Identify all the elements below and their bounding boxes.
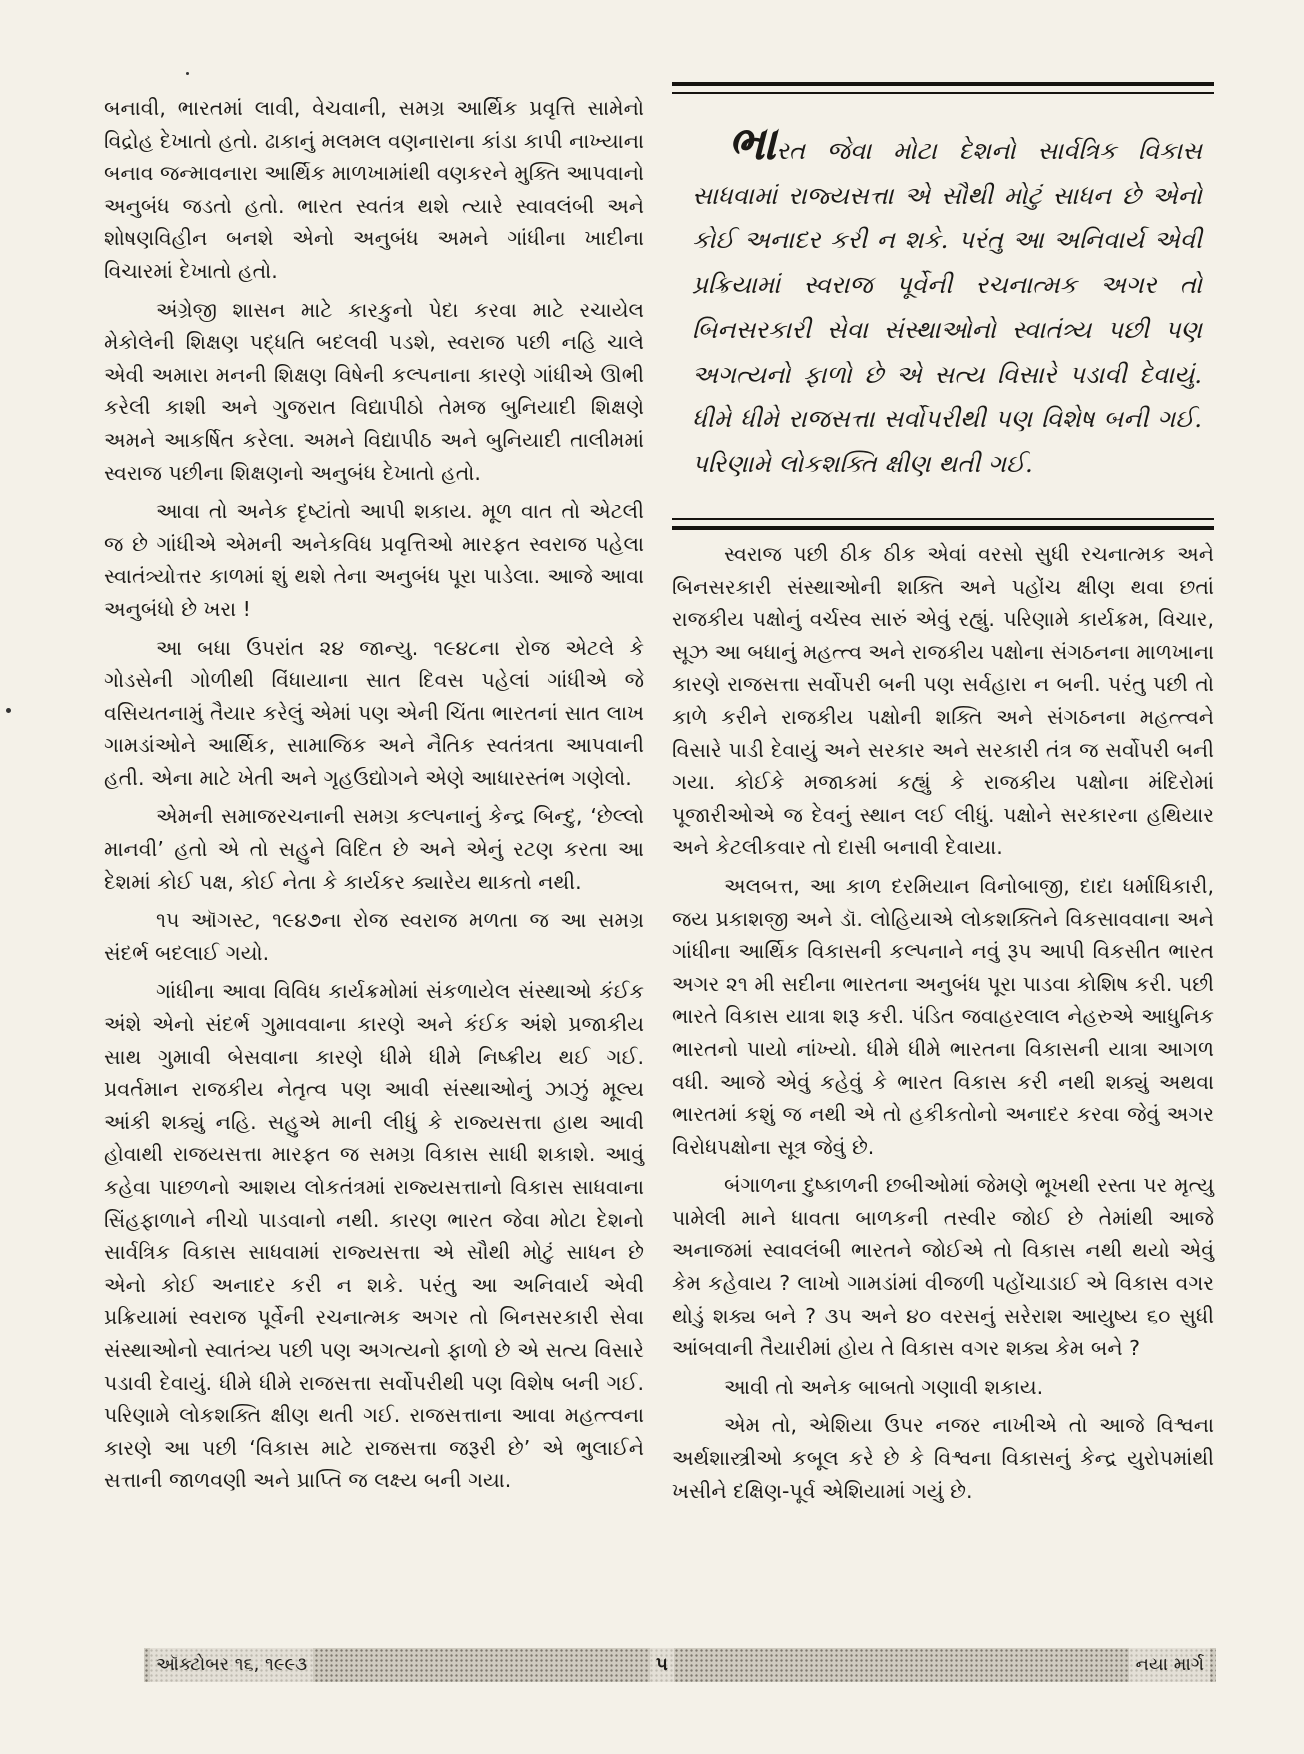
pull-quote-rule-bottom-thin [672,518,1214,520]
pull-quote-box [672,82,1214,534]
paragraph: અંગ્રેજી શાસન માટે કારકુનો પેદા કરવા માટે રચાયેલ મેકોલેની શિક્ષણ પદ્ધતિ બદલવી પડશે, સ્વરાજ પછી નહિ ચાલે એવી અમારા મનની શિક્ષણ વિષેની કલ્પનાના કારણે ગાંધીએ ઊભી કરેલી કાશી અને ગુજરાત વિદ્યાપીઠો તેમજ બુનિયાદી શિક્ષણે અમને આકર્ષિત કરેલા. અમને વિદ્યાપીઠ અને બુનિયાદી તાલીમમાં સ્વરાજ પછીના શિક્ષણનો અનુબંધ દેખાતો હતો. [104,297,644,485]
page-footer [144,1648,1216,1682]
paragraph: આ બધા ઉપરાંત ૨૪ જાન્યુ. ૧૯૪૮ના રોજ એટલે કે ગોડસેની ગોળીથી વિંધાયાના સાત દિવસ પહેલાં ગાંધીએ જે વસિયતનામું તૈયાર કરેલું એમાં પણ એની ચિંતા ભારતનાં સાત લાખ ગામડાંઓને આર્થિક, સામાજિક અને નૈતિક સ્વતંત્રતા આપવાની હતી. એના માટે ખેતી અને ગૃહઉદ્યોગને એણે આધારસ્તંભ ગણેલો. [104,635,644,790]
pull-quote-rule-bottom [672,526,1214,530]
magazine-name: નયા માર્ગ [1129,1648,1210,1682]
paragraph: સ્વરાજ પછી ઠીક ઠીક એવાં વરસો સુધી રચનાત્મક અને બિનસરકારી સંસ્થાઓની શક્તિ અને પહોંચ ક્ષીણ થવા છતાં રાજકીય પક્ષોનું વર્ચસ્વ સારું એવું રહ્યું. પરિણામે કાર્યક્રમ, વિચાર, સૂઝ આ બધાનું મહત્ત્વ અને રાજકીય પક્ષોના સંગઠનના માળખાના કારણે રાજસત્તા સર્વોપરી બની પણ સર્વહારા ન બની. પરંતુ પછી તો કાળે કરીને રાજકીય પક્ષોની શક્તિ અને સંગઠનના મહત્ત્વને વિસારે પાડી દેવાયું અને સરકાર અને સરકારી તંત્ર જ સર્વોપરી બની ગયા. કોઈકે મજાકમાં કહ્યું કે રાજકીય પક્ષોના મંદિરોમાં પૂજારીઓએ જ દેવનું સ્થાન લઈ લીધું. પક્ષોને સરકારના હથિયાર અને કેટલીકવાર તો દાસી બનાવી દેવાયા. [672,542,1214,860]
paragraph: ૧૫ ઑગસ્ટ, ૧૯૪૭ના રોજ સ્વરાજ મળતા જ આ સમગ્ર સંદર્ભ બદલાઈ ગયો. [104,908,644,965]
paragraph: બંગાળના દુષ્કાળની છબીઓમાં જેમણે ભૂખથી રસ્તા પર મૃત્યુ પામેલી માને ધાવતા બાળકની તસ્વીર જોઈ છે તેમાંથી આજે અનાજમાં સ્વાવલંબી ભારતને જોઈએ તો વિકાસ નથી થયો એવું કેમ કહેવાય ? લાખો ગામડાંમાં વીજળી પહોંચાડાઈ એ વિકાસ વગર થોડું શક્ય બને ? ૩૫ અને ૪૦ વરસનું સરેરાશ આયુષ્ય ૬૦ સુધી આંબવાની તૈયારીમાં હોય તે વિકાસ વગર શક્ય કેમ બને ? [672,1173,1214,1361]
paragraph: આવા તો અનેક દૃષ્ટાંતો આપી શકાય. મૂળ વાત તો એટલી જ છે ગાંધીએ એમની અનેકવિધ પ્રવૃત્તિઓ મારફત સ્વરાજ પહેલા સ્વાતંત્ર્યોત્તર કાળમાં શું થશે તેના અનુબંધ પૂરા પાડેલા. આજે આવા અનુબંધો છે ખરા ! [104,499,644,621]
paragraph: બનાવી, ભારતમાં લાવી, વેચવાની, સમગ્ર આર્થિક પ્રવૃત્તિ સામેનો વિદ્રોહ દેખાતો હતો. ઢાકાનું મલમલ વણનારાના કાંડા કાપી નાખ્યાના બનાવ જન્માવનારા આર્થિક માળખામાંથી વણકરને મુક્તિ આપવાનો અનુબંધ જડતો હતો. ભારત સ્વતંત્ર થશે ત્યારે સ્વાવલંબી અને શોષણવિહીન બનશે એનો અનુબંધ અમને ગાંધીના ખાદીના વિચારમાં દેખાતો હતો. [104,96,644,283]
paragraph: ગાંધીના આવા વિવિધ કાર્યક્રમોમાં સંકળાયેલ સંસ્થાઓ કંઈક અંશે એનો સંદર્ભ ગુમાવવાના કારણે અને કંઈક અંશે પ્રજાકીય સાથ ગુમાવી બેસવાના કારણે ધીમે ધીમે નિષ્ક્રીય થઈ ગઈ. પ્રવર્તમાન રાજકીય નેતૃત્વ પણ આવી સંસ્થાઓનું ઝાઝું મૂલ્ય આંકી શક્યું નહિ. સહુએ માની લીધું કે રાજ્યસત્તા હાથ આવી હોવાથી રાજયસત્તા મારફત જ સમગ્ર વિકાસ સાધી શકાશે. આવું કહેવા પાછળનો આશય લોકતંત્રમાં રાજ્યસત્તાનો વિકાસ સાધવાના સિંહફાળાને નીચો પાડવાનો નથી. કારણ ભારત જેવા મોટા દેશનો સાર્વત્રિક વિકાસ સાધવામાં રાજ્યસત્તા એ સૌથી મોટું સાધન છે એનો કોઈ અનાદર કરી ન શકે. પરંતુ આ અનિવાર્ય એવી પ્રક્રિયામાં સ્વરાજ પૂર્વેની રચનાત્મક અગર તો બિનસરકારી સેવા સંસ્થાઓનો સ્વાતંત્ર્ય પછી પણ અગત્યનો ફાળો છે એ સત્ય વિસારે પડાવી દેવાયું. ધીમે ધીમે રાજસત્તા સર્વોપરીથી પણ વિશેષ બની ગઈ. પરિણામે લોકશક્તિ ક્ષીણ થતી ગઈ. રાજસત્તાના આવા મહત્ત્વના કારણે આ પછી ‘વિકાસ માટે રાજસત્તા જરૂરી છે’ એ ભુલાઈને સત્તાની જાળવણી અને પ્રાપ્તિ જ લક્ષ્ય બની ગયા. [104,979,644,1493]
print-speck [6,708,11,713]
pull-quote-text [692,116,1202,487]
left-column [104,92,644,1503]
paragraph: એમની સમાજરચનાની સમગ્ર કલ્પનાનું કેન્દ્ર બિન્દુ, ‘છેલ્લો માનવી’ હતો એ તો સહુને વિદિત છે અને એનું રટણ કરતા આ દેશમાં કોઈ પક્ષ, કોઈ નેતા કે કાર્યકર ક્યારેય થાકતો નથી. [104,804,644,894]
pull-quote-dropcap: ભા [728,116,777,170]
right-column [672,538,1214,1513]
pull-quote-body: રત જેવા મોટા દેશનો સાર્વત્રિક વિકાસ સાધવામાં રાજ્યસત્તા એ સૌથી મોટું સાધન છે એનો કોઈ અનાદર કરી ન શકે. પરંતુ આ અનિવાર્ય એવી પ્રક્રિયામાં સ્વરાજ પૂર્વેની રચનાત્મક અગર તો બિનસરકારી સેવા સંસ્થાઓનો સ્વાતંત્ર્ય પછી પણ અગત્યનો ફાળો છે એ સત્ય વિસારે પડાવી દેવાયું. ધીમે ધીમે રાજસત્તા સર્વોપરીથી પણ વિશેષ બની ગઈ. પરિણામે લોકશક્તિ ક્ષીણ થતી ગઈ. [692,136,1202,478]
paragraph: આવી તો અનેક બાબતો ગણાવી શકાય. [724,1374,1044,1399]
page-number: ૫ [650,1648,674,1682]
pull-quote-rule-top [672,82,1214,86]
paragraph: એમ તો, એશિયા ઉપર નજર નાખીએ તો આજે વિશ્વના અર્થશાસ્ત્રીઓ કબૂલ કરે છે કે વિશ્વના વિકાસનું કેન્દ્ર યુરોપમાંથી ખસીને દક્ષિણ-પૂર્વ એશિયામાં ગયું છે. [672,1413,1214,1503]
print-speck [186,72,189,75]
pull-quote-rule-top-thin [672,92,1214,94]
paragraph: અલબત્ત, આ કાળ દરમિયાન વિનોબાજી, દાદા ધર્માધિકારી, જય પ્રકાશજી અને ડૉ. લોહિયાએ લોકશક્તિને વિકસાવવાના અને ગાંધીના આર્થિક વિકાસની કલ્પનાને નવું રૂપ આપી વિકસીત ભારત અગર ૨૧ મી સદીના ભારતના અનુબંધ પૂરા પાડવા કોશિષ કરી. પછી ભારતે વિકાસ યાત્રા શરૂ કરી. પંડિત જવાહરલાલ નેહરુએ આધુનિક ભારતનો પાયો નાંખ્યો. ધીમે ધીમે ભારતના વિકાસની યાત્રા આગળ વધી. આજે એવું કહેવું કે ભારત વિકાસ કરી નથી શક્યું અથવા ભારતમાં કશું જ નથી એ તો હકીકતોનો અનાદર કરવા જેવું અગર વિરોધપક્ષોના સૂત્ર જેવું છે. [672,873,1214,1159]
footer-date: ઑક્ટોબર ૧૬, ૧૯૯૩ [150,1648,313,1682]
